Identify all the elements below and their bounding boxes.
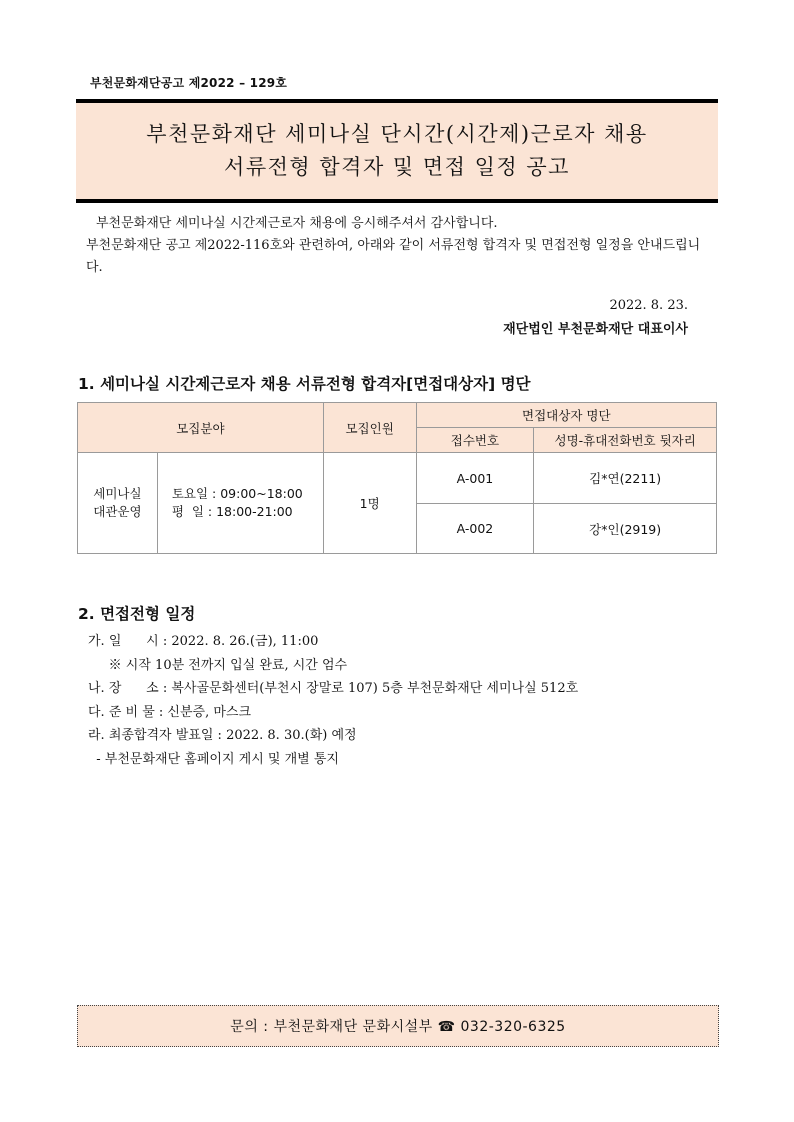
- contact-box: [77, 1005, 719, 1047]
- title-line-1: 부천문화재단 세미나실 단시간(시간제)근로자 채용: [146, 122, 648, 146]
- field-name-cell: [78, 453, 158, 554]
- schedule-line-location: 나. 장 소 : 복사골문화센터(부천시 장말로 107) 5층 부천문화재단 세미나실 512호: [88, 681, 579, 696]
- schedule-line-announcement: 라. 최종합격자 발표일 : 2022. 8. 30.(화) 예정: [88, 728, 357, 743]
- count-cell: 1명: [323, 453, 416, 554]
- name-cell: 김*연(2211): [534, 453, 717, 504]
- header-candidates: 면접대상자 명단: [416, 403, 716, 428]
- contact-text: 문의 : 부천문화재단 문화시설부 ☎ 032-320-6325: [230, 1019, 566, 1035]
- reg-no-cell: A-002: [416, 504, 534, 554]
- intro-line-2: 부천문화재단 공고 제2022-116호와 관련하여, 아래와 같이 서류전형 합격자 및 면접전형 일정을 안내드립니다.: [86, 238, 701, 275]
- schedule-line-items: 다. 준 비 물 : 신분증, 마스크: [88, 704, 252, 720]
- schedule-line-note: ※ 시작 10분 전까지 입실 완료, 시간 엄수: [88, 657, 348, 673]
- issue-date: 2022. 8. 23.: [609, 298, 688, 313]
- candidate-table: [77, 402, 717, 554]
- title-box: [76, 99, 718, 203]
- schedule-line-datetime: 가. 일 시 : 2022. 8. 26.(금), 11:00: [88, 634, 319, 649]
- schedule-line-notice: - 부천문화재단 홈페이지 게시 및 개별 통지: [88, 751, 339, 767]
- hours-line-1: 토요일 : 09:00~18:00: [171, 486, 303, 501]
- hours-line-2: 평 일 : 18:00-21:00: [171, 504, 293, 519]
- header-reg-no: 접수번호: [416, 428, 534, 453]
- title-line-2: 서류전형 합격자 및 면접 일정 공고: [224, 155, 570, 179]
- header-count: 모집인원: [323, 403, 416, 453]
- hours-cell: [157, 453, 323, 554]
- reg-no-cell: A-001: [416, 453, 534, 504]
- header-name-phone: 성명-휴대전화번호 뒷자리: [534, 428, 717, 453]
- section1-title: 1. 세미나실 시간제근로자 채용 서류전형 합격자[면접대상자] 명단: [78, 375, 531, 393]
- name-cell: 강*인(2919): [534, 504, 717, 554]
- interview-schedule: [88, 630, 578, 771]
- section2-title: 2. 면접전형 일정: [78, 605, 196, 623]
- date-block: [503, 294, 688, 342]
- notice-number: 부천문화재단공고 제2022 – 129호: [90, 76, 288, 90]
- table-row: [78, 453, 717, 504]
- issuer: 재단법인 부천문화재단 대표이사: [503, 322, 688, 337]
- intro: [86, 213, 704, 279]
- header-field: 모집분야: [78, 403, 324, 453]
- intro-line-1: 부천문화재단 세미나실 시간제근로자 채용에 응시해주셔서 감사합니다.: [96, 216, 498, 231]
- field-name-line-2: 대관운영: [93, 504, 142, 519]
- field-name-line-1: 세미나실: [93, 486, 142, 501]
